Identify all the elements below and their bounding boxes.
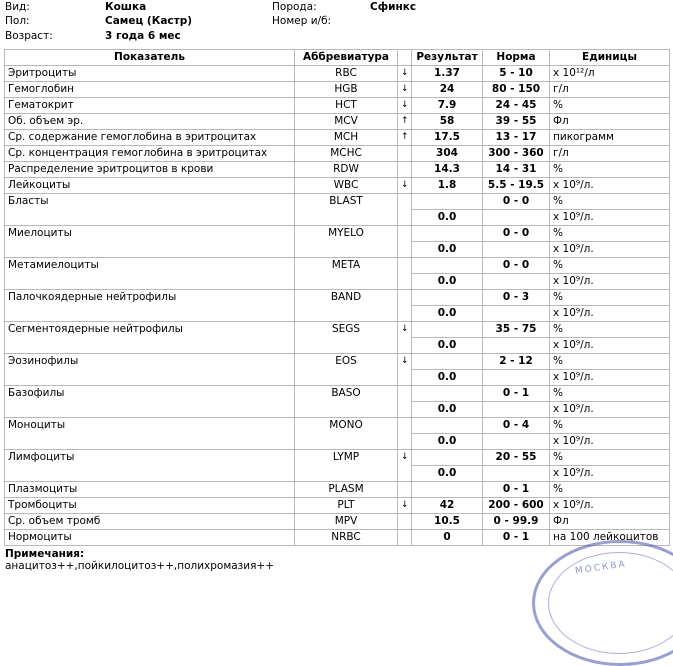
unit: Фл xyxy=(550,114,670,130)
col-header-norm: Норма xyxy=(483,50,550,66)
table-row xyxy=(5,498,670,514)
result-value: 0.0 xyxy=(412,210,483,226)
abbreviation: HCT xyxy=(295,98,398,114)
flag-arrow-icon xyxy=(398,338,412,354)
flag-arrow-icon xyxy=(398,258,412,274)
flag-arrow-icon xyxy=(398,530,412,546)
norm-range: 0 - 1 xyxy=(483,482,550,498)
norm-range xyxy=(483,242,550,258)
unit: пикограмм xyxy=(550,130,670,146)
unit: x 10⁹/л. xyxy=(550,434,670,450)
abbreviation xyxy=(295,274,398,290)
abbreviation: MYELO xyxy=(295,226,398,242)
norm-range xyxy=(483,434,550,450)
table-row xyxy=(5,418,670,434)
result-value xyxy=(412,194,483,210)
abbreviation xyxy=(295,338,398,354)
table-row xyxy=(5,146,670,162)
parameter-name: Ср. объем тромб xyxy=(5,514,295,530)
flag-arrow-icon xyxy=(398,162,412,178)
parameter-name: Гематокрит xyxy=(5,98,295,114)
parameter-name xyxy=(5,338,295,354)
abbreviation xyxy=(295,210,398,226)
abbreviation: RDW xyxy=(295,162,398,178)
parameter-name xyxy=(5,466,295,482)
parameter-name: Палочкоядерные нейтрофилы xyxy=(5,290,295,306)
notes-title: Примечания: xyxy=(5,548,85,560)
abbreviation: EOS xyxy=(295,354,398,370)
patient-header xyxy=(0,0,673,44)
norm-range xyxy=(483,210,550,226)
col-header-result: Результат xyxy=(412,50,483,66)
unit: % xyxy=(550,98,670,114)
result-value: 0.0 xyxy=(412,466,483,482)
abbreviation: LYMP xyxy=(295,450,398,466)
result-value: 42 xyxy=(412,498,483,514)
abbreviation: MCH xyxy=(295,130,398,146)
parameter-name: Распределение эритроцитов в крови xyxy=(5,162,295,178)
table-row xyxy=(5,82,670,98)
result-value xyxy=(412,482,483,498)
norm-range xyxy=(483,370,550,386)
result-value xyxy=(412,354,483,370)
norm-range: 35 - 75 xyxy=(483,322,550,338)
abbreviation xyxy=(295,370,398,386)
table-row xyxy=(5,274,670,290)
col-header-parameter: Показатель xyxy=(5,50,295,66)
result-value xyxy=(412,322,483,338)
abbreviation: META xyxy=(295,258,398,274)
result-value: 0.0 xyxy=(412,370,483,386)
unit: % xyxy=(550,450,670,466)
norm-range xyxy=(483,306,550,322)
abbreviation: PLT xyxy=(295,498,398,514)
norm-range: 80 - 150 xyxy=(483,82,550,98)
unit: x 10¹²/л xyxy=(550,66,670,82)
flag-arrow-icon xyxy=(398,210,412,226)
table-row xyxy=(5,402,670,418)
table-row xyxy=(5,514,670,530)
flag-arrow-icon xyxy=(398,290,412,306)
table-row xyxy=(5,450,670,466)
flag-arrow-icon xyxy=(398,482,412,498)
table-row xyxy=(5,242,670,258)
species-label: Вид: xyxy=(5,1,30,13)
abbreviation: BAND xyxy=(295,290,398,306)
norm-range: 0 - 0 xyxy=(483,226,550,242)
table-row xyxy=(5,306,670,322)
parameter-name: Эритроциты xyxy=(5,66,295,82)
abbreviation: PLASM xyxy=(295,482,398,498)
abbreviation: RBC xyxy=(295,66,398,82)
result-value xyxy=(412,290,483,306)
sex-value: Самец (Кастр) xyxy=(105,15,193,27)
parameter-name: Базофилы xyxy=(5,386,295,402)
unit: % xyxy=(550,386,670,402)
notes-section xyxy=(5,548,545,572)
unit: % xyxy=(550,226,670,242)
norm-range: 0 - 0 xyxy=(483,194,550,210)
parameter-name: Плазмоциты xyxy=(5,482,295,498)
norm-range: 300 - 360 xyxy=(483,146,550,162)
result-value: 0.0 xyxy=(412,434,483,450)
unit: г/л xyxy=(550,146,670,162)
table-row xyxy=(5,386,670,402)
parameter-name: Лимфоциты xyxy=(5,450,295,466)
result-value: 10.5 xyxy=(412,514,483,530)
table-row xyxy=(5,434,670,450)
result-value: 17.5 xyxy=(412,130,483,146)
norm-range: 0 - 4 xyxy=(483,418,550,434)
abbreviation xyxy=(295,306,398,322)
unit: x 10⁹/л. xyxy=(550,402,670,418)
abbreviation: BLAST xyxy=(295,194,398,210)
result-value: 0 xyxy=(412,530,483,546)
parameter-name xyxy=(5,370,295,386)
unit: на 100 лейкоцитов xyxy=(550,530,670,546)
unit: x 10⁹/л. xyxy=(550,178,670,194)
parameter-name: Метамиелоциты xyxy=(5,258,295,274)
norm-range xyxy=(483,338,550,354)
abbreviation: MPV xyxy=(295,514,398,530)
sex-label: Пол: xyxy=(5,15,30,27)
norm-range: 39 - 55 xyxy=(483,114,550,130)
table-header-row xyxy=(5,50,670,66)
result-value: 0.0 xyxy=(412,338,483,354)
table-row xyxy=(5,258,670,274)
unit: % xyxy=(550,354,670,370)
flag-arrow-icon xyxy=(398,146,412,162)
norm-range: 14 - 31 xyxy=(483,162,550,178)
abbreviation: NRBC xyxy=(295,530,398,546)
flag-arrow-icon: ↓ xyxy=(398,354,412,370)
flag-arrow-icon: ↓ xyxy=(398,322,412,338)
norm-range xyxy=(483,274,550,290)
result-value: 24 xyxy=(412,82,483,98)
flag-arrow-icon: ↑ xyxy=(398,114,412,130)
flag-arrow-icon xyxy=(398,242,412,258)
unit: % xyxy=(550,322,670,338)
card-number-label: Номер и/б: xyxy=(272,15,332,27)
table-row xyxy=(5,226,670,242)
unit: % xyxy=(550,162,670,178)
result-value: 1.37 xyxy=(412,66,483,82)
table-row xyxy=(5,466,670,482)
notes-text: анацитоз++,пойкилоцитоз++,полихромазия++ xyxy=(5,560,275,572)
unit: x 10⁹/л. xyxy=(550,210,670,226)
col-header-units: Единицы xyxy=(550,50,670,66)
result-value: 0.0 xyxy=(412,306,483,322)
result-value: 304 xyxy=(412,146,483,162)
flag-arrow-icon xyxy=(398,306,412,322)
unit: x 10⁹/л. xyxy=(550,466,670,482)
flag-arrow-icon xyxy=(398,386,412,402)
parameter-name: Эозинофилы xyxy=(5,354,295,370)
norm-range: 24 - 45 xyxy=(483,98,550,114)
result-value: 0.0 xyxy=(412,402,483,418)
flag-arrow-icon xyxy=(398,418,412,434)
norm-range: 0 - 0 xyxy=(483,258,550,274)
table-row xyxy=(5,338,670,354)
parameter-name xyxy=(5,242,295,258)
norm-range: 0 - 99.9 xyxy=(483,514,550,530)
abbreviation: SEGS xyxy=(295,322,398,338)
abbreviation xyxy=(295,434,398,450)
parameter-name: Гемоглобин xyxy=(5,82,295,98)
parameter-name: Миелоциты xyxy=(5,226,295,242)
age-label: Возраст: xyxy=(5,30,53,42)
table-row xyxy=(5,130,670,146)
flag-arrow-icon xyxy=(398,370,412,386)
flag-arrow-icon: ↓ xyxy=(398,66,412,82)
table-row xyxy=(5,482,670,498)
unit: % xyxy=(550,482,670,498)
norm-range: 2 - 12 xyxy=(483,354,550,370)
table-row xyxy=(5,290,670,306)
table-row xyxy=(5,98,670,114)
norm-range: 5 - 10 xyxy=(483,66,550,82)
norm-range: 5.5 - 19.5 xyxy=(483,178,550,194)
flag-arrow-icon: ↓ xyxy=(398,178,412,194)
species-value: Кошка xyxy=(105,1,147,13)
result-value: 58 xyxy=(412,114,483,130)
table-row xyxy=(5,354,670,370)
breed-label: Порода: xyxy=(272,1,317,13)
flag-arrow-icon xyxy=(398,194,412,210)
flag-arrow-icon: ↓ xyxy=(398,98,412,114)
breed-value: Сфинкс xyxy=(370,1,417,13)
unit: % xyxy=(550,418,670,434)
parameter-name: Тромбоциты xyxy=(5,498,295,514)
abbreviation xyxy=(295,466,398,482)
unit: г/л xyxy=(550,82,670,98)
parameter-name: Бласты xyxy=(5,194,295,210)
stamp-text: МОСКВА xyxy=(574,559,628,577)
result-value xyxy=(412,226,483,242)
table-row xyxy=(5,162,670,178)
result-value xyxy=(412,386,483,402)
result-value: 7.9 xyxy=(412,98,483,114)
parameter-name: Лейкоциты xyxy=(5,178,295,194)
unit: Фл xyxy=(550,514,670,530)
parameter-name xyxy=(5,306,295,322)
table-row xyxy=(5,194,670,210)
flag-arrow-icon: ↓ xyxy=(398,450,412,466)
abbreviation: BASO xyxy=(295,386,398,402)
result-value: 14.3 xyxy=(412,162,483,178)
result-value: 0.0 xyxy=(412,274,483,290)
age-value: 3 года 6 мес xyxy=(105,30,181,42)
unit: x 10⁹/л. xyxy=(550,338,670,354)
col-header-flag xyxy=(398,50,412,66)
parameter-name xyxy=(5,434,295,450)
abbreviation xyxy=(295,402,398,418)
table-row xyxy=(5,66,670,82)
parameter-name: Ср. содержание гемоглобина в эритроцитах xyxy=(5,130,295,146)
norm-range xyxy=(483,402,550,418)
unit: x 10⁹/л. xyxy=(550,242,670,258)
abbreviation: MONO xyxy=(295,418,398,434)
norm-range xyxy=(483,466,550,482)
parameter-name: Моноциты xyxy=(5,418,295,434)
unit: x 10⁹/л. xyxy=(550,306,670,322)
flag-arrow-icon xyxy=(398,274,412,290)
flag-arrow-icon xyxy=(398,514,412,530)
parameter-name xyxy=(5,274,295,290)
table-row xyxy=(5,178,670,194)
norm-range: 20 - 55 xyxy=(483,450,550,466)
parameter-name: Об. объем эр. xyxy=(5,114,295,130)
unit: x 10⁹/л. xyxy=(550,274,670,290)
flag-arrow-icon xyxy=(398,402,412,418)
abbreviation: MCV xyxy=(295,114,398,130)
table-row xyxy=(5,114,670,130)
parameter-name: Ср. концентрация гемоглобина в эритроцитах xyxy=(5,146,295,162)
abbreviation: HGB xyxy=(295,82,398,98)
flag-arrow-icon: ↓ xyxy=(398,498,412,514)
flag-arrow-icon: ↓ xyxy=(398,82,412,98)
parameter-name xyxy=(5,402,295,418)
flag-arrow-icon xyxy=(398,434,412,450)
abbreviation xyxy=(295,242,398,258)
norm-range: 0 - 1 xyxy=(483,386,550,402)
table-row xyxy=(5,322,670,338)
abbreviation: WBC xyxy=(295,178,398,194)
parameter-name xyxy=(5,210,295,226)
abbreviation: MCHC xyxy=(295,146,398,162)
unit: % xyxy=(550,194,670,210)
table-row xyxy=(5,370,670,386)
norm-range: 0 - 1 xyxy=(483,530,550,546)
result-value xyxy=(412,418,483,434)
col-header-abbreviation: Аббревиатура xyxy=(295,50,398,66)
flag-arrow-icon xyxy=(398,226,412,242)
unit: % xyxy=(550,258,670,274)
norm-range: 13 - 17 xyxy=(483,130,550,146)
table-row xyxy=(5,210,670,226)
blood-test-table xyxy=(4,49,670,546)
unit: x 10⁹/л. xyxy=(550,370,670,386)
unit: % xyxy=(550,290,670,306)
result-value xyxy=(412,258,483,274)
unit: x 10⁹/л. xyxy=(550,498,670,514)
result-value: 0.0 xyxy=(412,242,483,258)
parameter-name: Нормоциты xyxy=(5,530,295,546)
result-value: 1.8 xyxy=(412,178,483,194)
flag-arrow-icon xyxy=(398,466,412,482)
norm-range: 200 - 600 xyxy=(483,498,550,514)
flag-arrow-icon: ↑ xyxy=(398,130,412,146)
parameter-name: Сегментоядерные нейтрофилы xyxy=(5,322,295,338)
norm-range: 0 - 3 xyxy=(483,290,550,306)
result-value xyxy=(412,450,483,466)
table-row xyxy=(5,530,670,546)
